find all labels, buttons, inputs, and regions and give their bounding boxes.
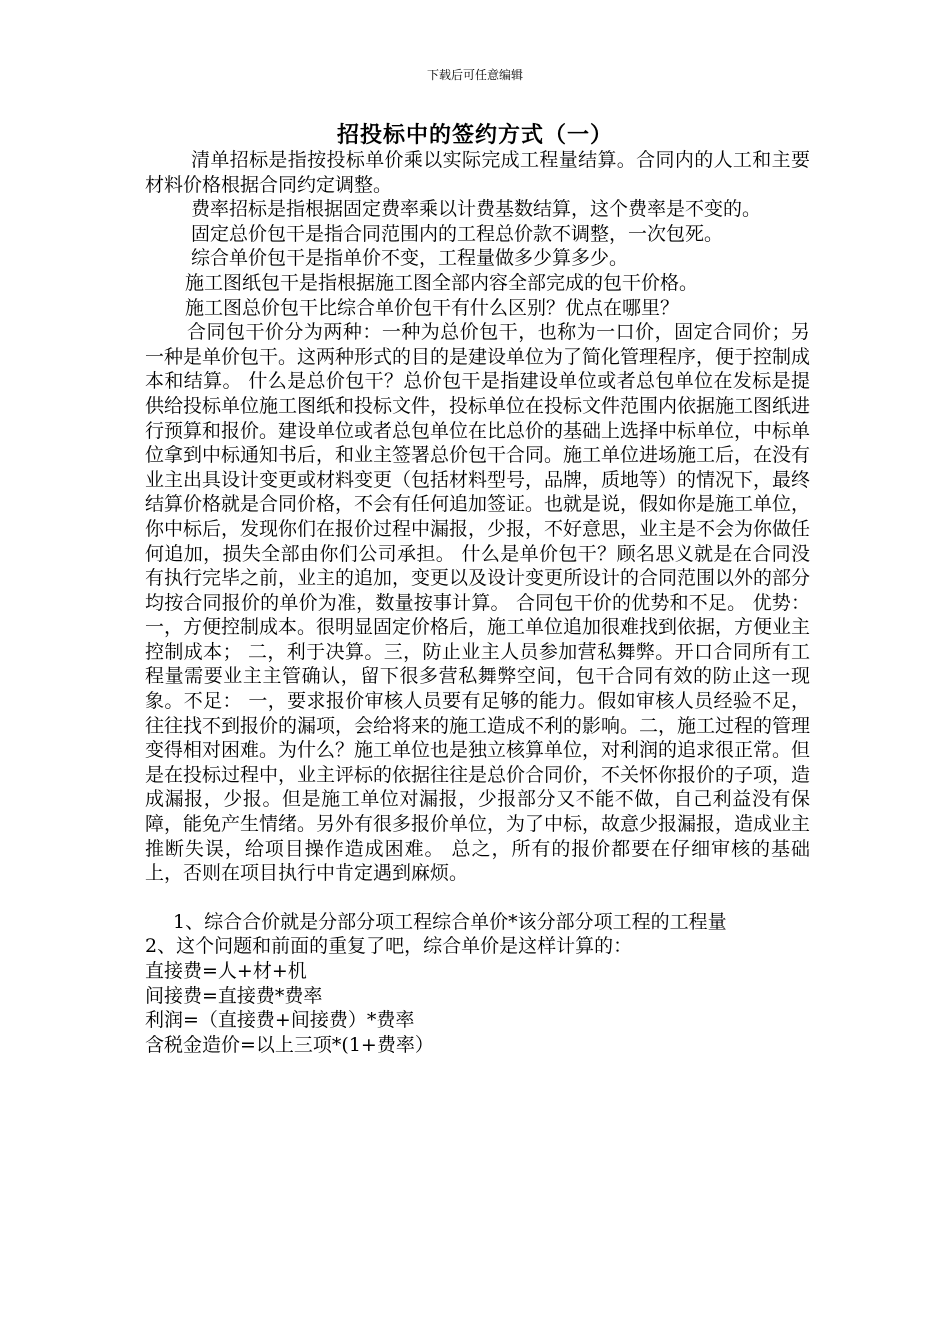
paragraph-rate-tender: 费率招标是指根据固定费率乘以计费基数结算，这个费率是不变的。 xyxy=(191,198,762,221)
paragraph-fixed-lump-sum: 固定总价包干是指合同范围内的工程总价款不调整，一次包死。 xyxy=(191,222,724,245)
paragraph-main-discussion: 合同包干价分为两种：一种为总价包干，也称为一口价，固定合同价；另一种是单价包干。这两种形式的目的是建设单位为了简化管理程序，便于控制成本和结算。 什么是总价包干？总价包干是指建设单位或者总包单位在发标是提供给投标单位施工图纸和投标文件，投标单位在投标文件范围内依据施工图纸进行预算和报价。建设单位或者总包单位在比总价的基础上选择中标单位，中标单位拿到中标通知书后，和业主签署总价包干合同。施工单位进场施工后，在没有业主出具设计变更或材料变更（包括材料型号，品牌，质地等）的情况下，最终结算价格就是合同价格，不会有任何追加签证。也就是说，假如你是施工单位，你中标后，发现你们在报价过程中漏报，少报，不好意思，业主是不会为你做任何追加，损失全部由你们公司承担。 什么是单价包干？顾名思义就是在合同没有执行完毕之前，业主的追加，变更以及设计变更所设计的合同范围以外的部分均按合同报价的单价为准，数量按事计算。 合同包干价的优势和不足。 优势： 一，方便控制成本。很明显固定价格后，施工单位追加很难找到依据，方便业主控制成本； 二，利于决算。三，防止业主人员参加营私舞弊。开口合同所有工程量需要业主主管确认，留下很多营私舞弊空间，包干合同有效的防止这一现象。不足： 一，要求报价审核人员要有足够的能力。假如审核人员经验不足，往往找不到报价的漏项，会给将来的施工造成不利的影响。二，施工过程的管理变得相对困难。为什么？施工单位也是独立核算单位，对利润的追求很正常。但是在投标过程中，业主评标的依据往往是总价合同价，不关怀你报价的子项，造成漏报，少报。但是施工单位对漏报，少报部分又不能不做，自己利益没有保障，能免产生情绪。另外有很多报价单位，为了中标，故意少报漏报，造成业主推断失误，给项目操作造成困难。 总之，所有的报价都要在仔细审核的基础上，否则在项目执行中肯定遇到麻烦。 xyxy=(145,321,811,885)
formula-indirect-cost: 间接费=直接费*费率 xyxy=(145,984,323,1007)
paragraph-spacer xyxy=(145,886,810,910)
formula-profit: 利润=（直接费+间接费）*费率 xyxy=(145,1009,415,1032)
formula-direct-cost: 直接费=人+材+机 xyxy=(145,960,307,982)
paragraph-note-2: 2、这个问题和前面的重复了吧，综合单价是这样计算的： xyxy=(145,935,633,958)
paragraph-note-1: 1、综合合价就是分部分项工程综合单价*该分部分项工程的工程量 xyxy=(173,910,727,933)
paragraph-unit-price-lump-sum: 综合单价包干是指单价不变，工程量做多少算多少。 xyxy=(191,247,629,270)
formula-tax-inclusive-price: 含税金造价=以上三项*(1+费率） xyxy=(145,1033,434,1056)
page-header: 下载后可任意编辑 xyxy=(426,68,523,82)
document-title: 招投标中的签约方式（一） xyxy=(336,123,613,148)
paragraph-drawing-lump-sum: 施工图纸包干是指根据施工图全部内容全部完成的包干价格。 xyxy=(185,271,699,294)
paragraph-bill-of-quantities: 清单招标是指按投标单价乘以实际完成工程量结算。合同内的人工和主要材料价格根据合同约定调整。 xyxy=(145,149,810,196)
paragraph-question: 施工图总价包干比综合单价包干有什么区别？优点在哪里？ xyxy=(185,296,680,319)
document-body xyxy=(145,148,810,1057)
